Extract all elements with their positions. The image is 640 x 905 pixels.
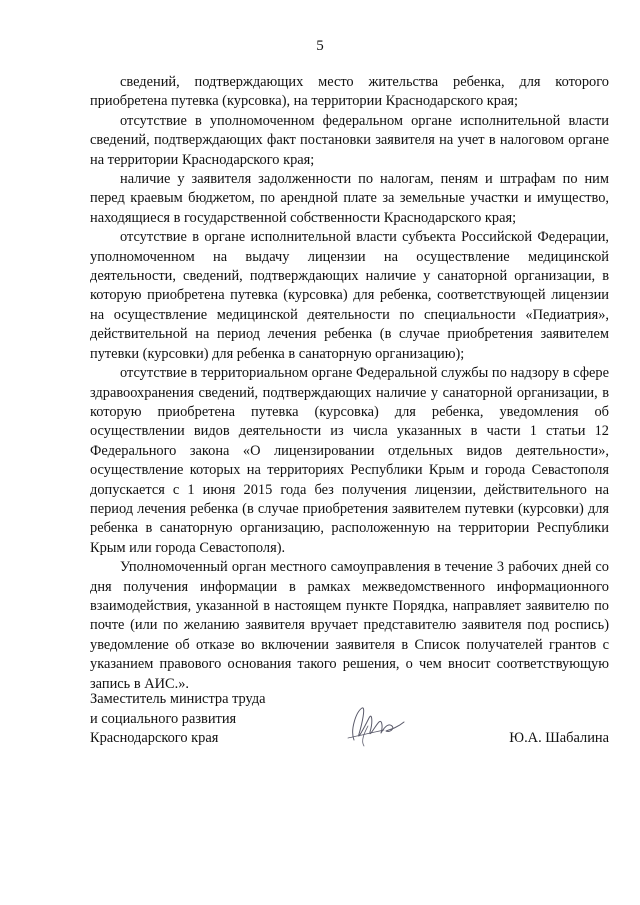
- paragraph: Уполномоченный орган местного самоуправления в течение 3 рабочих дней со дня получения информации в рамках межведомственного информационного взаимодействия, указанной в настоящем пункте Порядка, направляет заявителю по почте (или по желанию заявителя вручает представителю заявителя под роспись) уведомление об отказе во включении заявителя в Список получателей грантов с указанием правового основания такого решения, о чем вносит соответствующую запись в АИС.».: [90, 559, 609, 692]
- signatory-title-line: Заместитель министра труда: [90, 691, 266, 707]
- signatory-title: [90, 690, 266, 749]
- paragraph: отсутствие в органе исполнительной власти субъекта Российской Федерации, уполномоченном на выдачу лицензии на осуществление медицинской деятельности, сведений, подтверждающих наличие у санаторной организации, в которую приобретена путевка (курсовка) для ребенка, соответствующей лицензии на осуществление медицинской деятельности по специальности «Педиатрия», действительной на период лечения ребенка (в случае приобретения заявителем путевки (курсовки) для ребенка в санаторную организацию);: [90, 229, 609, 362]
- signatory-title-line: Краснодарского края: [90, 730, 219, 747]
- paragraph: сведений, подтверждающих место жительства ребенка, для которого приобретена путевка (курсовка), на территории Краснодарского края;: [90, 74, 609, 110]
- handwritten-signature-icon: [340, 700, 410, 752]
- paragraph: отсутствие в территориальном органе Федеральной службы по надзору в сфере здравоохранения сведений, подтверждающих наличие у санаторной организации, в которую приобретена путевка (курсовка) для ребенка, уведомления об осуществлении видов деятельности из числа указанных в части 1 статьи 12 Федерального закона «О лицензировании отдельных видов деятельности», осуществление которых на территориях Республики Крым и города Севастополя допускается с 1 июня 2015 года без получения лицензии, действительного на период лечения ребенка (в случае приобретения заявителем путевки (курсовки) для ребенка в санаторную организацию, расположенную на территории Республики Крым или города Севастополя).: [90, 365, 609, 556]
- page-number: 5: [316, 38, 324, 54]
- signature-block: [90, 690, 609, 754]
- paragraph: отсутствие в уполномоченном федеральном органе исполнительной власти сведений, подтверждающих факт постановки заявителя на учет в налоговом органе на территории Краснодарского края;: [90, 112, 609, 168]
- paragraph: наличие у заявителя задолженности по налогам, пеням и штрафам по ним перед краевым бюджетом, по арендной плате за земельные участки и имущество, находящиеся в государственной собственности Краснодарского края;: [90, 171, 609, 226]
- document-body: [90, 73, 609, 694]
- signatory-title-line: и социального развития: [90, 710, 237, 727]
- signatory-name: Ю.А. Шабалина: [509, 730, 609, 746]
